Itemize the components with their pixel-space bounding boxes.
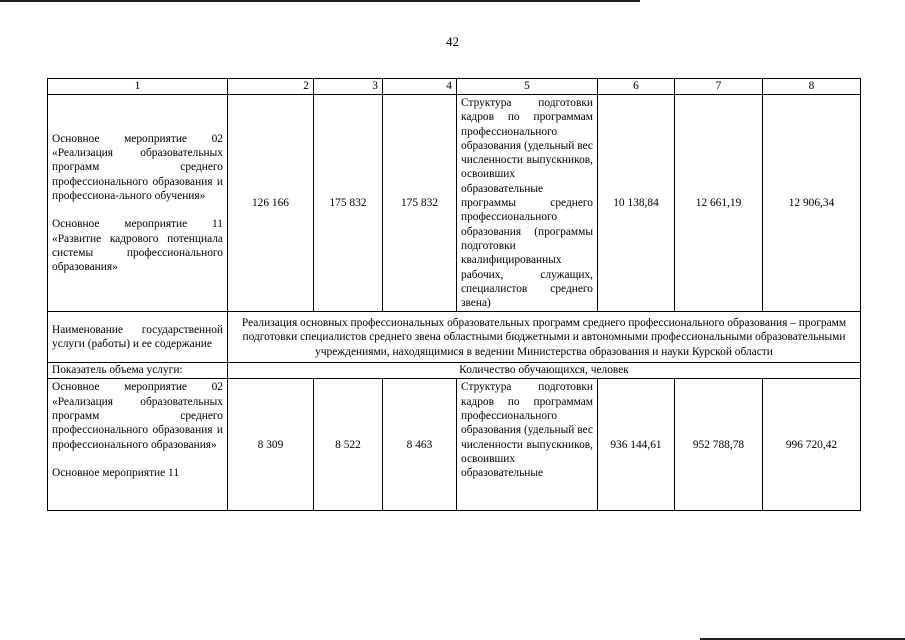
volume-indicator-value: Количество обучающихся, человек — [228, 363, 861, 379]
activity-cell — [48, 95, 228, 312]
service-name-value: Реализация основных профессиональных образовательных программ среднего профессионального образования – программ подготовки специалистов среднего звена областными бюджетными и автономными профессиональными образовательными учреждениями, находящимися в ведении Министерства образования и науки Курской области — [228, 312, 861, 363]
value-col-8: 12 906,34 — [763, 95, 861, 312]
table-row — [48, 95, 861, 312]
activity-02-text: Основное мероприятие 02 «Реализация образовательных программ среднего профессионального образования и профессионального образования» — [52, 381, 223, 451]
activity-02-text: Основное мероприятие 02 «Реализация образовательных программ среднего профессионального образования и профессиона-льного обучения» — [52, 132, 223, 203]
header-col-1: 1 — [48, 79, 228, 95]
volume-indicator-row — [48, 363, 861, 379]
budget-table — [47, 78, 861, 511]
value-col-3: 8 522 — [314, 379, 383, 511]
activity-11-text: Основное мероприятие 11 — [52, 466, 180, 479]
value-col-8: 996 720,42 — [763, 379, 861, 511]
header-col-2: 2 — [228, 79, 314, 95]
value-col-2: 8 309 — [228, 379, 314, 511]
table-row — [48, 379, 861, 511]
page-number: 42 — [446, 34, 459, 49]
value-col-7: 12 661,19 — [675, 95, 763, 312]
activity-cell — [48, 379, 228, 511]
indicator-text — [457, 379, 598, 511]
value-col-6: 10 138,84 — [598, 95, 675, 312]
value-col-2: 126 166 — [228, 95, 314, 312]
activity-11-text: Основное мероприятие 11 «Развитие кадрового потенциала системы профессионального образования» — [52, 218, 223, 274]
indicator-text-content: Структура подготовки кадров по программам профессионального образования (удельный вес численности выпускников, освоивших образовательные — [461, 381, 593, 480]
value-col-4: 175 832 — [383, 95, 457, 312]
header-col-8: 8 — [763, 79, 861, 95]
value-col-3: 175 832 — [314, 95, 383, 312]
header-col-6: 6 — [598, 79, 675, 95]
indicator-text: Структура подготовки кадров по программам профессионального образования (удельный вес численности выпускников, освоивших образовательные программы среднего профессионального образования (программы подготовки квалифицированных рабочих, служащих, специалистов среднего звена) — [457, 95, 598, 312]
top-border-line — [0, 0, 640, 2]
value-col-7: 952 788,78 — [675, 379, 763, 511]
header-col-7: 7 — [675, 79, 763, 95]
header-col-3: 3 — [314, 79, 383, 95]
service-name-row — [48, 312, 861, 363]
header-col-5: 5 — [457, 79, 598, 95]
service-name-label: Наименование государственной услуги (работы) и ее содержание — [48, 312, 228, 363]
volume-indicator-label: Показатель объема услуги: — [48, 363, 228, 379]
value-col-6: 936 144,61 — [598, 379, 675, 511]
header-col-4: 4 — [383, 79, 457, 95]
header-row — [48, 79, 861, 95]
value-col-4: 8 463 — [383, 379, 457, 511]
